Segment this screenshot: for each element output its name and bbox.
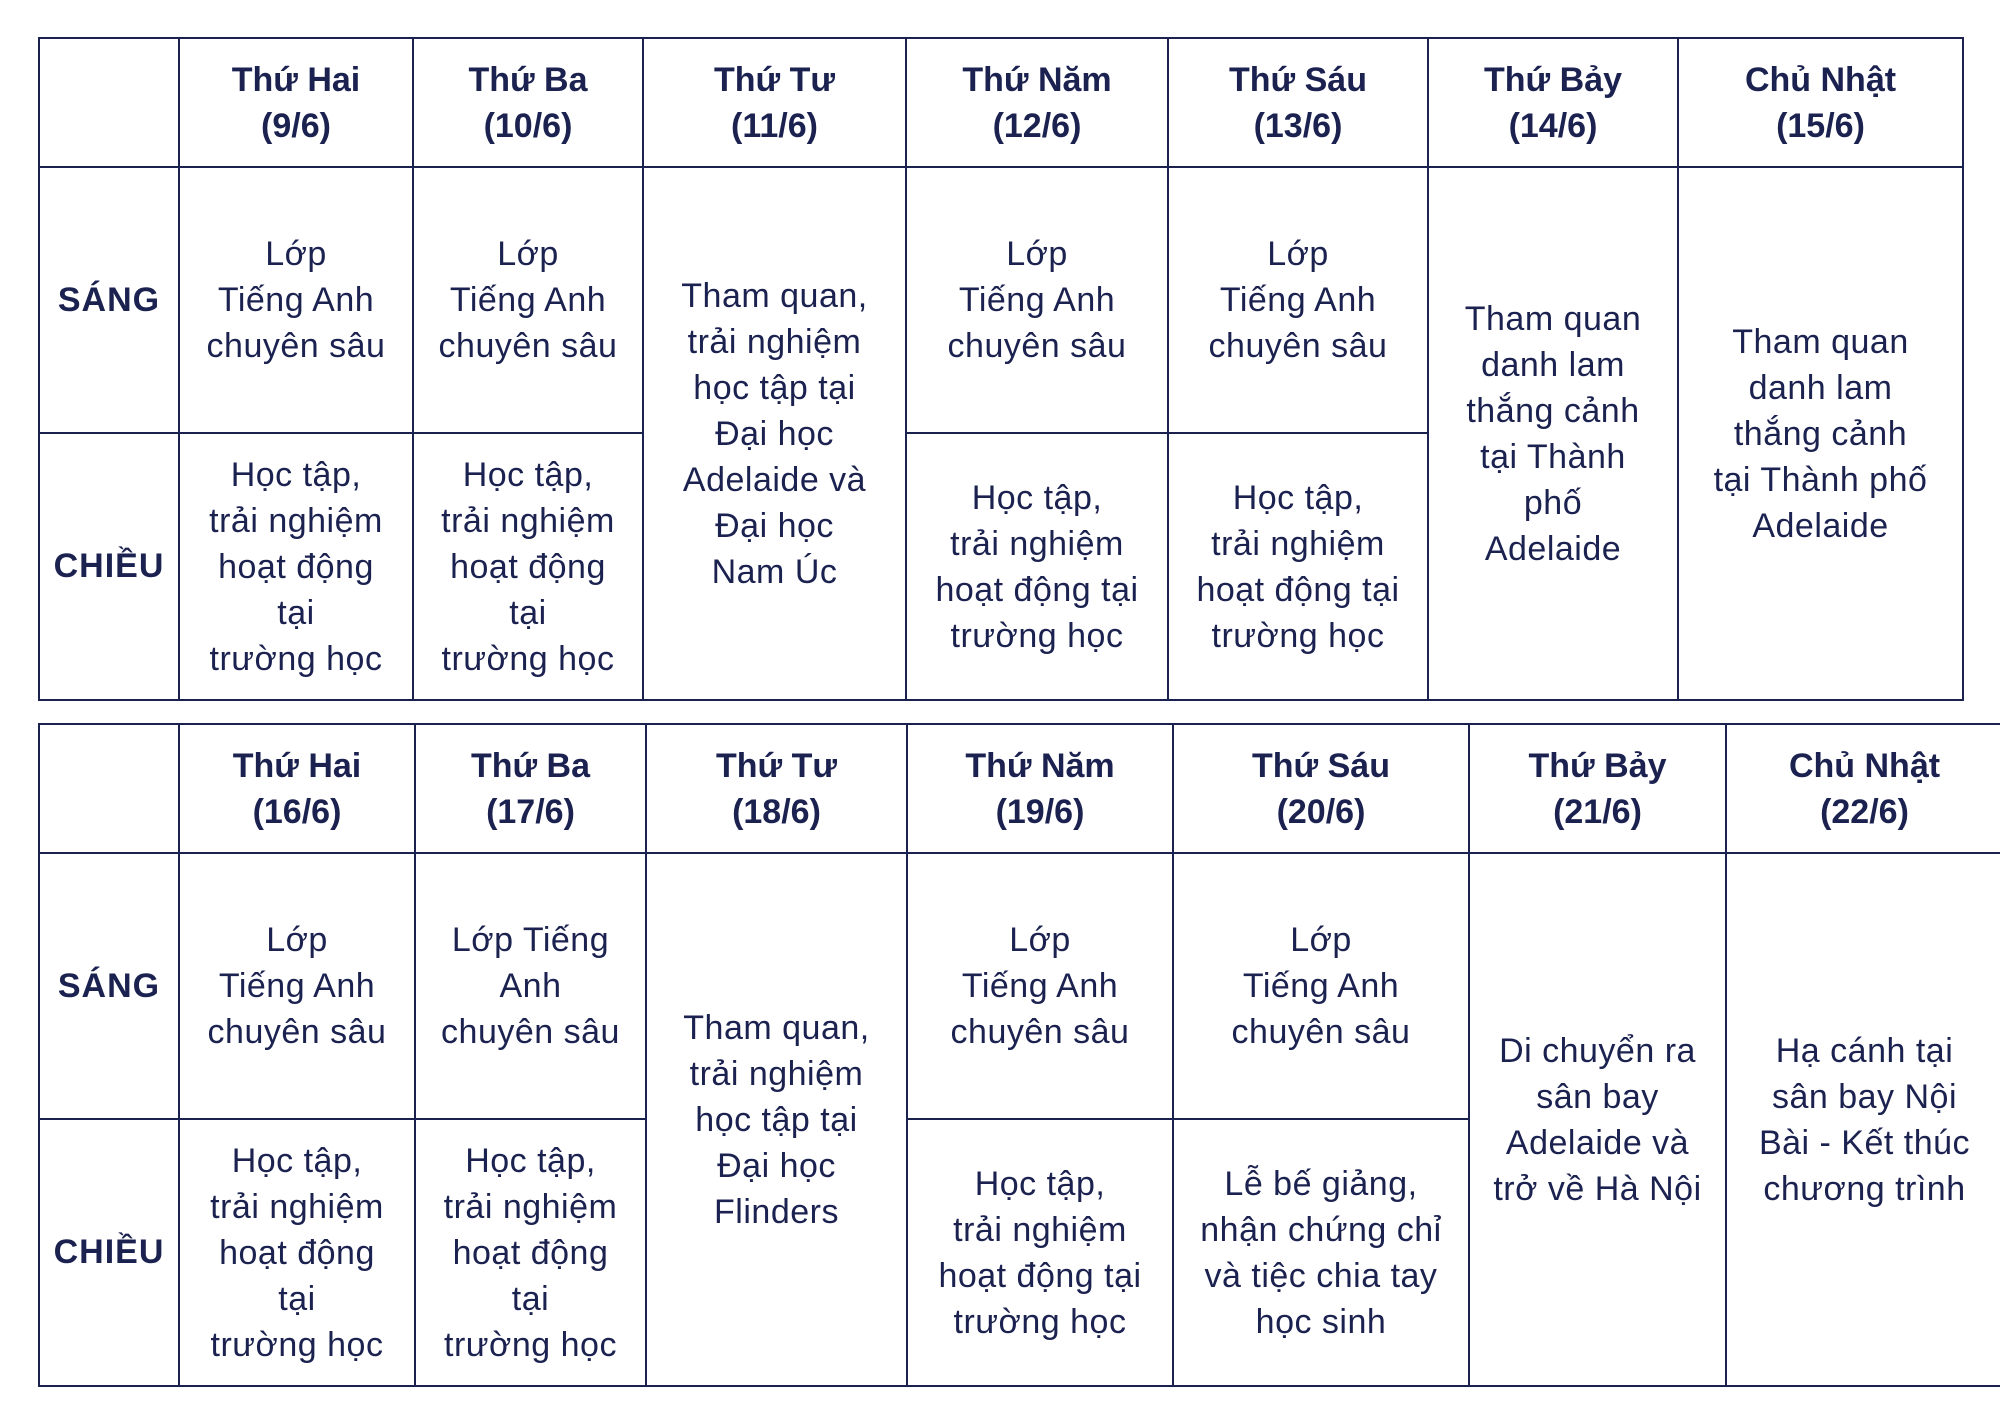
activity-cell: Lớp Tiếng Anh chuyên sâu bbox=[413, 167, 643, 433]
day-name: Thứ Năm bbox=[962, 60, 1112, 99]
week-1-schedule-table bbox=[38, 37, 1964, 701]
activity-cell: Lớp Tiếng Anh chuyên sâu bbox=[179, 853, 415, 1119]
day-header-saturday bbox=[1469, 724, 1726, 853]
afternoon-label: CHIỀU bbox=[39, 433, 179, 700]
header-row bbox=[39, 724, 2000, 853]
activity-cell: Lớp Tiếng Anh chuyên sâu bbox=[907, 853, 1173, 1119]
day-name: Thứ Ba bbox=[470, 746, 591, 785]
day-header-wednesday bbox=[643, 38, 906, 167]
day-date: (10/6) bbox=[483, 106, 573, 145]
activity-cell: Lễ bế giảng, nhận chứng chỉ và tiệc chia tay học sinh bbox=[1173, 1119, 1469, 1386]
day-header-monday bbox=[179, 724, 415, 853]
day-header-saturday bbox=[1428, 38, 1678, 167]
day-header-thursday bbox=[907, 724, 1173, 853]
day-header-tuesday bbox=[413, 38, 643, 167]
day-header-wednesday bbox=[646, 724, 907, 853]
activity-cell: Học tập, trải nghiệm hoạt động tại trường học bbox=[1168, 433, 1428, 700]
day-name: Thứ Sáu bbox=[1229, 60, 1367, 99]
day-date: (13/6) bbox=[1253, 106, 1343, 145]
day-date: (18/6) bbox=[732, 792, 821, 831]
activity-cell: Lớp Tiếng Anh chuyên sâu bbox=[415, 853, 646, 1119]
day-date: (17/6) bbox=[486, 792, 575, 831]
day-date: (21/6) bbox=[1553, 792, 1642, 831]
day-date: (15/6) bbox=[1776, 106, 1865, 145]
activity-cell: Học tập, trải nghiệm hoạt động tại trường học bbox=[906, 433, 1168, 700]
day-header-thursday bbox=[906, 38, 1168, 167]
day-name: Thứ Hai bbox=[231, 60, 361, 99]
activity-cell: Học tập, trải nghiệm hoạt động tại trường học bbox=[907, 1119, 1173, 1386]
day-date: (9/6) bbox=[261, 106, 331, 145]
day-name: Thứ Tư bbox=[716, 746, 837, 785]
activity-cell: Lớp Tiếng Anh chuyên sâu bbox=[1168, 167, 1428, 433]
day-name: Thứ Sáu bbox=[1252, 746, 1390, 785]
day-name: Thứ Bảy bbox=[1484, 60, 1622, 99]
activity-cell: Di chuyển ra sân bay Adelaide và trở về Hà Nội bbox=[1469, 853, 1726, 1386]
activity-cell: Học tập, trải nghiệm hoạt động tại trường học bbox=[179, 1119, 415, 1386]
day-header-friday bbox=[1168, 38, 1428, 167]
day-header-monday bbox=[179, 38, 413, 167]
activity-cell: Lớp Tiếng Anh chuyên sâu bbox=[906, 167, 1168, 433]
day-header-sunday bbox=[1726, 724, 2000, 853]
activity-cell: Tham quan, trải nghiệm học tập tại Đại học Flinders bbox=[646, 853, 907, 1386]
activity-cell: Tham quan danh lam thắng cảnh tại Thành phố Adelaide bbox=[1678, 167, 1963, 700]
day-date: (22/6) bbox=[1820, 792, 1909, 831]
activity-cell: Học tập, trải nghiệm hoạt động tại trường học bbox=[179, 433, 413, 700]
day-name: Chủ Nhật bbox=[1744, 60, 1897, 99]
activity-cell: Lớp Tiếng Anh chuyên sâu bbox=[179, 167, 413, 433]
day-date: (16/6) bbox=[252, 792, 342, 831]
activity-cell: Tham quan, trải nghiệm học tập tại Đại học Adelaide và Đại học Nam Úc bbox=[643, 167, 906, 700]
activity-cell: Học tập, trải nghiệm hoạt động tại trường học bbox=[415, 1119, 646, 1386]
day-name: Thứ Năm bbox=[965, 746, 1115, 785]
morning-row bbox=[39, 853, 2000, 1119]
day-date: (20/6) bbox=[1276, 792, 1366, 831]
day-date: (12/6) bbox=[992, 106, 1082, 145]
activity-cell: Tham quan danh lam thắng cảnh tại Thành phố Adelaide bbox=[1428, 167, 1678, 700]
week-2-schedule-table bbox=[38, 723, 2000, 1387]
day-date: (14/6) bbox=[1508, 106, 1598, 145]
day-name: Chủ Nhật bbox=[1788, 746, 1941, 785]
morning-label: SÁNG bbox=[39, 167, 179, 433]
corner-cell bbox=[39, 724, 179, 853]
day-name: Thứ Ba bbox=[468, 60, 588, 99]
day-date: (11/6) bbox=[731, 106, 818, 145]
activity-cell: Học tập, trải nghiệm hoạt động tại trường học bbox=[413, 433, 643, 700]
day-name: Thứ Tư bbox=[714, 60, 835, 99]
day-date: (19/6) bbox=[995, 792, 1085, 831]
day-header-sunday bbox=[1678, 38, 1963, 167]
day-header-tuesday bbox=[415, 724, 646, 853]
day-name: Thứ Hai bbox=[232, 746, 362, 785]
morning-row bbox=[39, 167, 1963, 433]
afternoon-label: CHIỀU bbox=[39, 1119, 179, 1386]
corner-cell bbox=[39, 38, 179, 167]
activity-cell: Lớp Tiếng Anh chuyên sâu bbox=[1173, 853, 1469, 1119]
header-row bbox=[39, 38, 1963, 167]
morning-label: SÁNG bbox=[39, 853, 179, 1119]
day-header-friday bbox=[1173, 724, 1469, 853]
activity-cell: Hạ cánh tại sân bay Nội Bài - Kết thúc chương trình bbox=[1726, 853, 2000, 1386]
day-name: Thứ Bảy bbox=[1528, 746, 1667, 785]
